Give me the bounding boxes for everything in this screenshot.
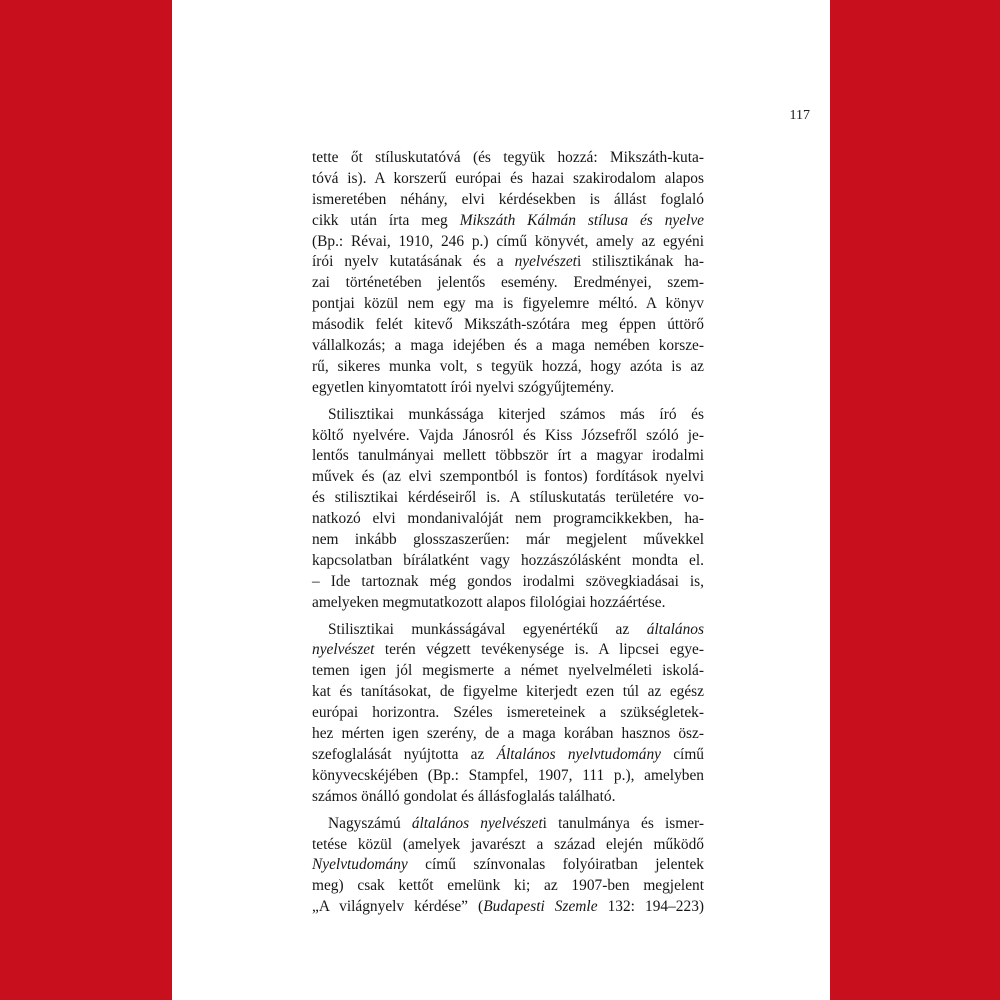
text-line: és stilisztikai kérdéseiről is. A stíluskutatás területére vo- (312, 489, 704, 507)
text-line: – Ide tartoznak még gondos irodalmi szövegkiadásai is, (312, 572, 704, 590)
text-line: kapcsolatban bírálatként vagy hozzászólásként mondta el. (312, 551, 704, 569)
text-line: cikk után írta meg Mikszáth Kálmán stílusa és nyelve (312, 211, 704, 229)
text-line: amelyeken megmutatkozott alapos filológiai hozzáértése. (312, 593, 666, 611)
paragraph-2 (312, 405, 704, 614)
text-line: szefoglalását nyújtotta az Általános nyelvtudomány című (312, 745, 704, 763)
text-line: második felét kitevő Mikszáth-szótára meg éppen úttörő (312, 316, 704, 334)
text-line: pontjai közül nem egy ma is figyelemre méltó. A könyv (312, 295, 704, 313)
text-line: temen igen jól megismerte a német nyelvelméleti iskolá- (312, 662, 704, 680)
italic-title: Általános nyelvtudomány (496, 745, 661, 763)
text-line: meg) csak kettőt emelünk ki; az 1907-ben megjelent (312, 877, 704, 895)
text-line: számos önálló gondolat és állásfoglalás található. (312, 787, 616, 805)
italic-title: általános (646, 620, 704, 638)
book-page (172, 0, 830, 1000)
text-line: rű, sikeres munka volt, s tegyük hozzá, hogy azóta is az (312, 357, 704, 375)
italic-title: általános (411, 814, 470, 832)
italic-title: Budapesti Szemle (483, 898, 598, 916)
italic-title: Mikszáth Kálmán stílusa és nyelve (459, 211, 704, 229)
text-line: „A világnyelv kérdése” (Budapesti Szemle 132: 194–223) (312, 898, 705, 916)
italic-title: nyelvészet (480, 814, 543, 832)
text-line: Nyelvtudomány című színvonalas folyóiratban jelentek (312, 856, 704, 874)
italic-title: Nyelvtudomány (312, 856, 408, 874)
paragraph-3 (312, 620, 704, 808)
text-line: natkozó elvi mondanivalóját nem programcikkekben, ha- (312, 510, 704, 528)
text-line: (Bp.: Révai, 1910, 246 p.) című könyvét, amely az egyéni (312, 232, 704, 250)
text-line: Nagyszámú általános nyelvészeti tanulmánya és ismer- (328, 814, 704, 832)
text-line: költő nyelvére. Vajda Jánosról és Kiss Józsefről szóló je- (312, 426, 704, 444)
page-number: 117 (789, 108, 810, 123)
text-line: zai történetében jelentős esemény. Eredményei, szem- (312, 274, 704, 292)
text-line: nem inkább glosszaszerűen: már megjelent művekkel (312, 531, 704, 549)
paragraph-4 (312, 814, 704, 918)
text-line: vállalkozás; a maga idejében és a maga nemében korsze- (312, 337, 704, 355)
text-line: írói nyelv kutatásának és a nyelvészeti stilisztikának ha- (312, 253, 704, 271)
text-line: könyvecskéjében (Bp.: Stampfel, 1907, 111 p.), amelyben (312, 766, 704, 784)
text-line: tóvá is). A korszerű európai és hazai szakirodalom alapos (312, 169, 704, 187)
text-line: európai horizontra. Széles ismereteinek a szükségletek- (312, 704, 704, 722)
text-line: tetése közül (amelyek javarészt a század elején működő (312, 835, 704, 853)
text-line: Stilisztikai munkássága kiterjed számos más író és (328, 405, 704, 423)
text-line: ismeretében néhány, elvi kérdésekben is állást foglaló (312, 190, 704, 208)
italic-title: nyelvészet (514, 253, 577, 271)
text-line: Stilisztikai munkásságával egyenértékű az általános (328, 620, 704, 638)
paragraph-1 (312, 148, 704, 399)
body-text (312, 148, 704, 918)
text-line: nyelvészet terén végzett tevékenysége is. A lipcsei egye- (312, 641, 704, 659)
text-line: kat és tanításokat, de figyelme kiterjedt ezen túl az egész (312, 683, 704, 701)
text-line: egyetlen kinyomtatott írói nyelvi szógyűjtemény. (312, 378, 615, 396)
text-line: tette őt stíluskutatóvá (és tegyük hozzá: Mikszáth-kuta- (312, 149, 704, 166)
text-line: művek és (az elvi szempontból is fontos) fordítások nyelvi (312, 468, 704, 486)
text-line: hez mérten igen szerény, de a maga korában hasznos ösz- (312, 725, 704, 743)
text-line: lentős tanulmányai mellett többször írt a magyar irodalmi (312, 447, 704, 465)
italic-title: nyelvészet (312, 641, 375, 659)
